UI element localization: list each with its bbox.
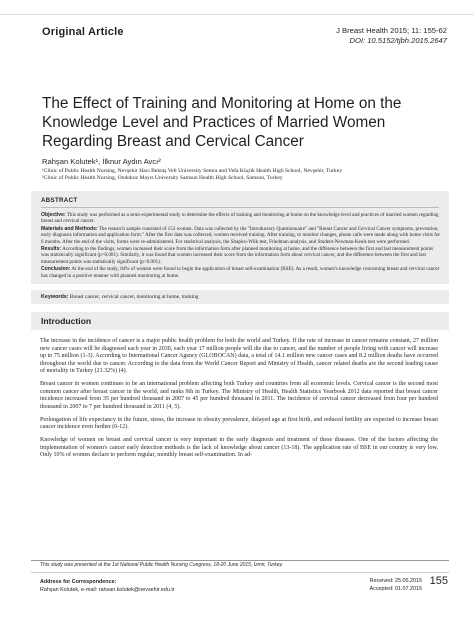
conclusion-text: At the end of the study, 84% of women were found to begin the application of breast self-examination (BSE). As a result, women's knowledge concerning breast and cervical cancer has changed in a positive manner with planned monitoring at home. [41, 266, 440, 279]
abstract-conclusion [41, 266, 441, 279]
abstract-methods [41, 226, 441, 245]
received-date: Received: 25.05.2015 [369, 578, 422, 584]
abstract-body [41, 212, 441, 280]
results-label: Results: [41, 246, 62, 253]
article-title: The Effect of Training and Monitoring at Home on the Knowledge Level and Practices of Married Women Regarding Breast and Cervical Cancer [42, 95, 402, 150]
introduction-heading-bar [31, 312, 449, 330]
accepted-date: Accepted: 01.07.2015 [369, 586, 422, 592]
page-number: 155 [429, 575, 448, 587]
methods-text: The research sample consisted of 153 women. Data was collected by the "Introductory Questionnaire" and "Breast Cancer and Cervical Cancer symptoms, prevention, early diagnosis information and application form." After the first data was collected, women received training. After training, to monitor changes, phone calls were made along with home visits for 6 months. After the end of the visits, forms were re-administered. For statistical analysis, the Shapiro-Wilk test, Friedman analysis, and Student-Newman-Keuls test were performed. [41, 225, 441, 245]
abstract-heading: ABSTRACT [41, 197, 78, 204]
objective-label: Objective: [41, 212, 66, 218]
introduction-heading: Introduction [41, 316, 92, 326]
journal-citation: J Breast Health 2015; 11: 155-62 [336, 26, 447, 35]
footer-rule-2 [31, 572, 449, 573]
abstract-objective [41, 212, 441, 225]
results-text: According to the findings, women increased their score from the information form after planned monitoring at home, and the difference between the first and last measurement points was statistically significant (p<0.001). Similarly, it was found that women increased their score from the information form about cervical cancer, and the difference between the first and last measurement points was statistically significant (p<0.001). [41, 246, 434, 265]
section-label: Original Article [42, 26, 124, 38]
abstract-divider [41, 207, 439, 208]
correspondence [40, 578, 175, 594]
introduction-body [40, 338, 438, 465]
journal-info [336, 26, 447, 46]
author-list: Rahşan Kolutek¹, İlknur Aydın Avcı² [42, 157, 161, 166]
intro-paragraph-4: Knowledge of women on breast and cervical cancer is very important in the early diagnosis and treatment of these diseases. One of the factors affecting the implementation of women's cancer early detection methods is the lack of knowledge about cancer (13-18). The application rate of BSE in our country is very low. Only 10% of women declare to perform regular, monthly breast self-examination. In ad- [40, 437, 438, 458]
methods-label: Materials and Methods: [41, 225, 98, 232]
intro-paragraph-1: The increase in the incidence of cancer is a major public health problem for both the world and Turkey. If the rate of increase in cancer remains constant, 27 million new cancer cases will be diagnosed each year in 2030, each year 17 million people will die due to cancer, and the number of people living with cancer will increase up to 75 million (1-3). According to International Cancer Agency (GLOBOCAN) data, a total of 14.1 million new cancer cases and 8.2 million deaths have occurred throughout the world due to cancer. According to the data from the World Cancer Report and Ministry of Health, cancer related deaths are the second leading cause of mortality in Turkey (21.32%) (4). [40, 338, 438, 374]
abstract-box [31, 191, 449, 284]
keywords-text: Breast cancer, cervical cancer, monitoring at home, training [68, 294, 199, 300]
intro-paragraph-2: Breast cancer in women continues to be an international problem affecting both Turkey and countries from all economic levels. Cervical cancer is the second most common cancer after breast cancer in the world, and ranks 9th in Turkey. The Ministry of Health, Health Statistics Yearbook 2012 data reported that breast cancer incidence increased from 35 per hundred thousand in 2007 to 45 per hundred thousand in 2011. The incidence of cervical cancer decreased from four per hundred thousand in 2007 to 7 per hundred thousand in 2011 (4, 5). [40, 381, 438, 410]
affiliations [42, 168, 452, 183]
correspondence-text[interactable]: Rahşan Kolutek, e-mail: rahsan.kolutek@nevsehir.edu.tr [40, 587, 175, 593]
objective-text: This study was performed as a semi-experimental study to determine the effects of training and monitoring at home on the knowledge level and practices of married women regarding breast and cervical cancer. [41, 212, 439, 225]
keywords [41, 294, 199, 300]
conclusion-label: Conclusion: [41, 266, 71, 273]
affiliation-2: ²Clinic of Public Health Nursing, Ondokuz Mayıs University Samsun Health High School, Samsun, Turkey [42, 175, 283, 182]
footer-rule [31, 560, 449, 561]
top-rule [0, 14, 474, 15]
dates [370, 577, 422, 593]
keywords-label: Keywords: [41, 294, 69, 300]
abstract-results [41, 246, 441, 265]
intro-paragraph-3: Prolongation of life expectancy in the future, stress, the increase in obesity prevalence, delayed age at first birth, and reduced fertility are expected to increase breast cancer incidence even further (6-12). [40, 416, 438, 430]
affiliation-1: ¹Clinic of Public Health Nursing, Nevşehir Hacı Bektaş Veli University Semra and Vefa Küçük Health High School, Nevşehir, Turkey [42, 168, 342, 174]
doi-link[interactable]: DOI: 10.5152/tjbh.2015.2647 [349, 36, 447, 45]
correspondence-label: Address for Correspondence: [40, 579, 117, 585]
keywords-box [31, 290, 449, 304]
presented-note: This study was presented at the 1st National Public Health Nursing Congress, 18-20 June 2015, İzmir, Turkey. [40, 562, 283, 568]
